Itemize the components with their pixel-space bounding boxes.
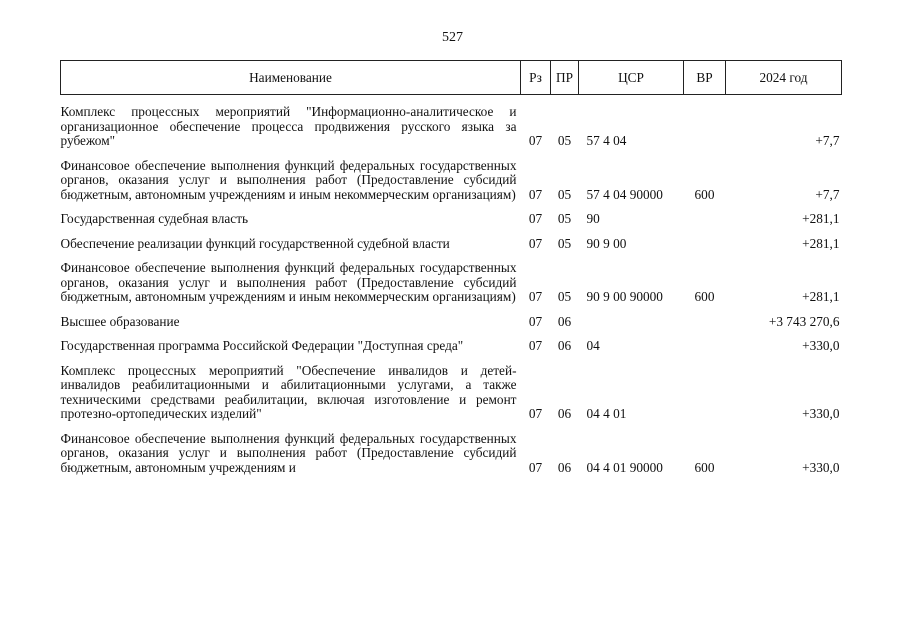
row-csr: 57 4 04 90000 [586, 186, 663, 202]
table-row [61, 237, 842, 252]
row-vr: 600 [694, 186, 715, 202]
row-rz: 07 [528, 186, 543, 202]
row-vr: 600 [694, 459, 715, 475]
header-pr: ПР [551, 61, 579, 95]
row-name: Высшее образование [60, 313, 180, 329]
table-row [61, 261, 842, 305]
row-amount: +330,0 [802, 406, 840, 421]
row-pr: 05 [557, 133, 572, 148]
row-amount: +3 743 270,6 [768, 313, 840, 329]
row-pr: 06 [557, 459, 572, 475]
table-row [61, 159, 842, 203]
row-rz: 07 [528, 133, 543, 148]
row-csr: 04 4 01 90000 [586, 459, 663, 475]
row-vr [684, 237, 726, 252]
row-rz: 07 [528, 211, 543, 226]
row-amount: +7,7 [815, 186, 840, 202]
row-amount: +330,0 [802, 459, 840, 475]
row-amount: +7,7 [815, 133, 840, 148]
header-rz: Рз [521, 61, 551, 95]
page-number: 527 [442, 30, 463, 45]
header-name: Наименование [61, 61, 521, 95]
row-vr: 600 [694, 289, 715, 304]
row-rz: 07 [528, 235, 543, 251]
row-vr [684, 105, 726, 149]
row-name: Обеспечение реализации функций государственной судебной власти [60, 235, 450, 251]
row-pr: 05 [557, 186, 572, 202]
row-name: Комплекс процессных мероприятий "Информационно-аналитическое и организационное обеспечение процесса продвижения русского языка за рубежом" [60, 104, 517, 148]
row-csr: 90 9 00 90000 [586, 289, 663, 304]
row-vr [684, 212, 726, 227]
row-vr [684, 339, 726, 354]
table-row [61, 212, 842, 227]
row-vr [684, 315, 726, 330]
row-rz: 07 [528, 313, 543, 329]
row-name: Государственная судебная власть [60, 211, 249, 226]
row-csr: 57 4 04 [586, 133, 627, 148]
row-vr [684, 364, 726, 422]
row-name: Финансовое обеспечение выполнения функций федеральных государственных органов, оказания услуг и выполнения работ (Предоставление субсидий бюджетным, автономным учреждениям и иным некоммерческим организациям) [60, 260, 517, 304]
row-amount: +330,0 [802, 338, 840, 353]
row-rz: 07 [528, 289, 543, 304]
row-name: Финансовое обеспечение выполнения функций федеральных государственных органов, оказания услуг и выполнения работ (Предоставление субсидий бюджетным, автономным учреждениям и иным некоммерческим организациям) [60, 157, 517, 202]
table-row [61, 339, 842, 354]
table-row [61, 315, 842, 330]
header-year: 2024 год [726, 61, 842, 95]
row-rz: 07 [528, 406, 543, 421]
table-row [61, 432, 842, 476]
row-name: Финансовое обеспечение выполнения функций федеральных государственных органов, оказания услуг и выполнения работ (Предоставление субсидий бюджетным, автономным учреждениям и [60, 430, 517, 475]
row-rz: 07 [528, 338, 543, 353]
row-pr: 05 [557, 211, 572, 226]
row-pr: 06 [557, 338, 572, 353]
row-amount: +281,1 [802, 211, 840, 226]
header-vr: ВР [684, 61, 726, 95]
row-pr: 05 [557, 289, 572, 304]
header-row [61, 61, 842, 95]
budget-table [60, 60, 842, 475]
row-csr: 90 9 00 [586, 235, 627, 251]
header-csr: ЦСР [579, 61, 684, 95]
row-csr: 90 [586, 211, 600, 226]
row-pr: 06 [557, 313, 572, 329]
row-rz: 07 [528, 459, 543, 475]
row-csr [579, 315, 684, 330]
row-amount: +281,1 [802, 235, 840, 251]
row-name: Государственная программа Российской Федерации "Доступная среда" [60, 338, 464, 353]
row-pr: 06 [557, 406, 572, 421]
row-csr: 04 [586, 338, 600, 353]
row-name: Комплекс процессных мероприятий "Обеспечение инвалидов и детей-инвалидов реабилитационными и абилитационными услугами, а также техническими средствами реабилитации, включая изготовление и ремонт протезно-ортопедических изделий" [60, 362, 517, 421]
row-csr: 04 4 01 [586, 406, 627, 421]
table-row [61, 105, 842, 149]
row-amount: +281,1 [802, 289, 840, 304]
row-pr: 05 [557, 235, 572, 251]
table-row [61, 364, 842, 422]
